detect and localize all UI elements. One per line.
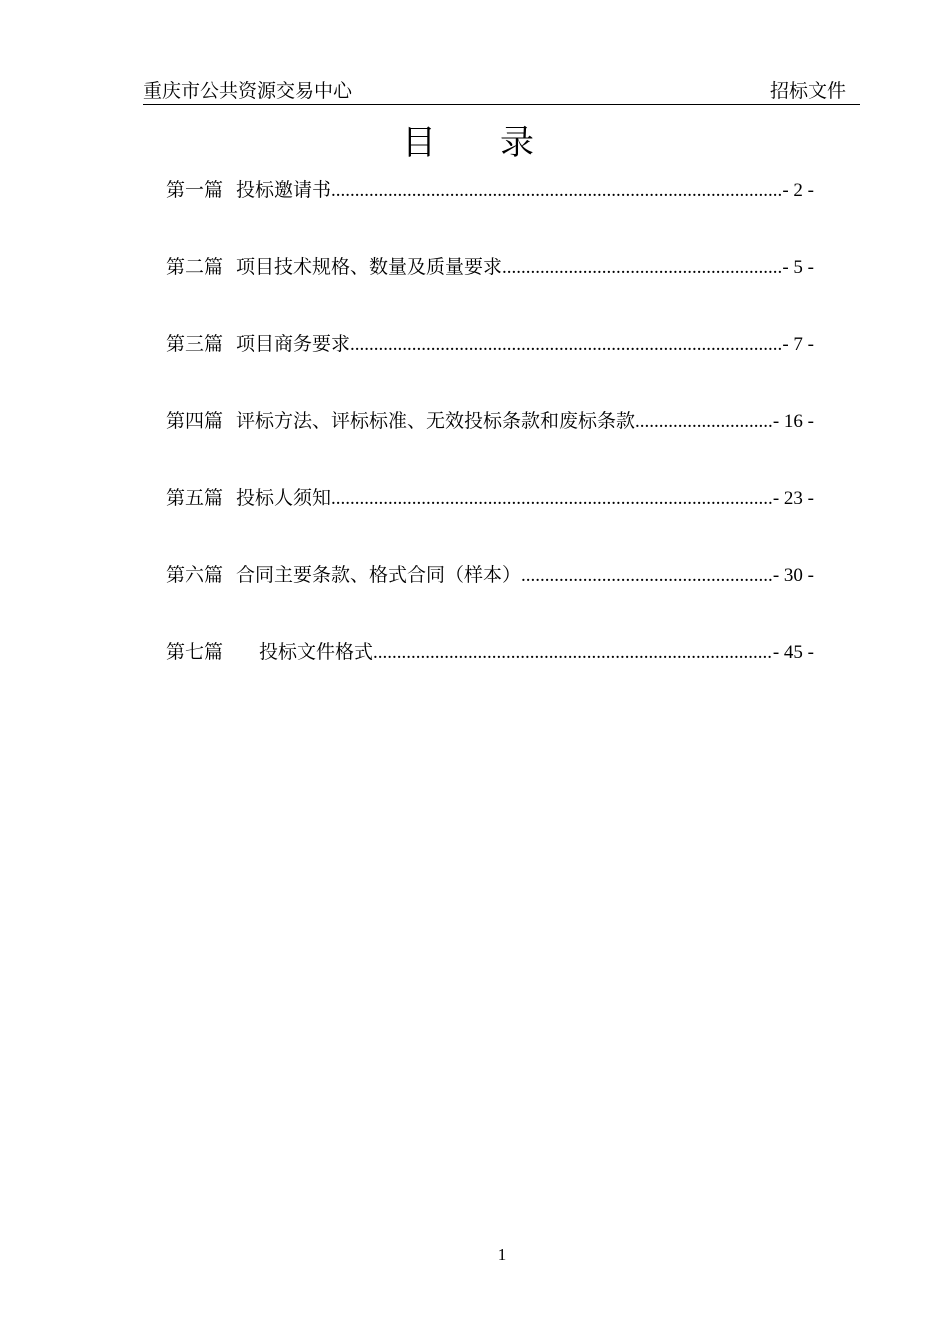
toc-page-number: - 2 - <box>782 180 814 201</box>
toc-entry[interactable] <box>166 247 814 287</box>
toc-dot-leader <box>502 248 782 288</box>
toc-page-number: - 16 - <box>772 411 814 432</box>
table-of-contents <box>166 170 814 709</box>
toc-entry-title: 投标文件格式 <box>259 641 374 663</box>
toc-dot-leader <box>350 325 782 365</box>
toc-page-number: - 5 - <box>782 257 814 278</box>
toc-chapter-number: 第六篇 <box>166 564 224 586</box>
toc-entry-title: 投标人须知 <box>236 487 332 509</box>
page-number: 1 <box>497 1245 507 1264</box>
header-document-type: 招标文件 <box>769 80 846 102</box>
toc-entry[interactable] <box>166 401 814 441</box>
toc-dot-leader <box>635 402 773 442</box>
toc-entry[interactable] <box>166 170 814 210</box>
toc-chapter-number: 第一篇 <box>166 179 224 201</box>
toc-entry[interactable] <box>166 478 814 518</box>
toc-chapter-number: 第二篇 <box>166 256 224 278</box>
toc-dot-leader <box>331 479 773 519</box>
toc-chapter-number: 第四篇 <box>166 410 224 432</box>
toc-dot-leader <box>331 171 782 211</box>
toc-chapter-number: 第三篇 <box>166 333 224 355</box>
header-organization: 重庆市公共资源交易中心 <box>143 80 353 102</box>
toc-entry[interactable] <box>166 632 814 672</box>
toc-page-number: - 7 - <box>782 334 814 355</box>
toc-entry-title: 投标邀请书 <box>236 179 332 201</box>
toc-chapter-number: 第五篇 <box>166 487 224 509</box>
toc-entry-title: 项目商务要求 <box>236 333 351 355</box>
toc-chapter-number: 第七篇 <box>166 641 224 663</box>
toc-dot-leader <box>521 556 773 596</box>
toc-title: 目录 <box>402 123 598 163</box>
page-header <box>143 78 860 105</box>
toc-entry-title: 合同主要条款、格式合同（样本） <box>236 564 522 586</box>
toc-dot-leader <box>373 633 773 673</box>
toc-entry-title: 项目技术规格、数量及质量要求 <box>236 256 503 278</box>
toc-entry[interactable] <box>166 555 814 595</box>
toc-page-number: - 45 - <box>772 642 814 663</box>
toc-page-number: - 30 - <box>772 565 814 586</box>
toc-entry[interactable] <box>166 324 814 364</box>
toc-page-number: - 23 - <box>772 488 814 509</box>
toc-entry-title: 评标方法、评标标准、无效投标条款和废标条款 <box>236 410 636 432</box>
